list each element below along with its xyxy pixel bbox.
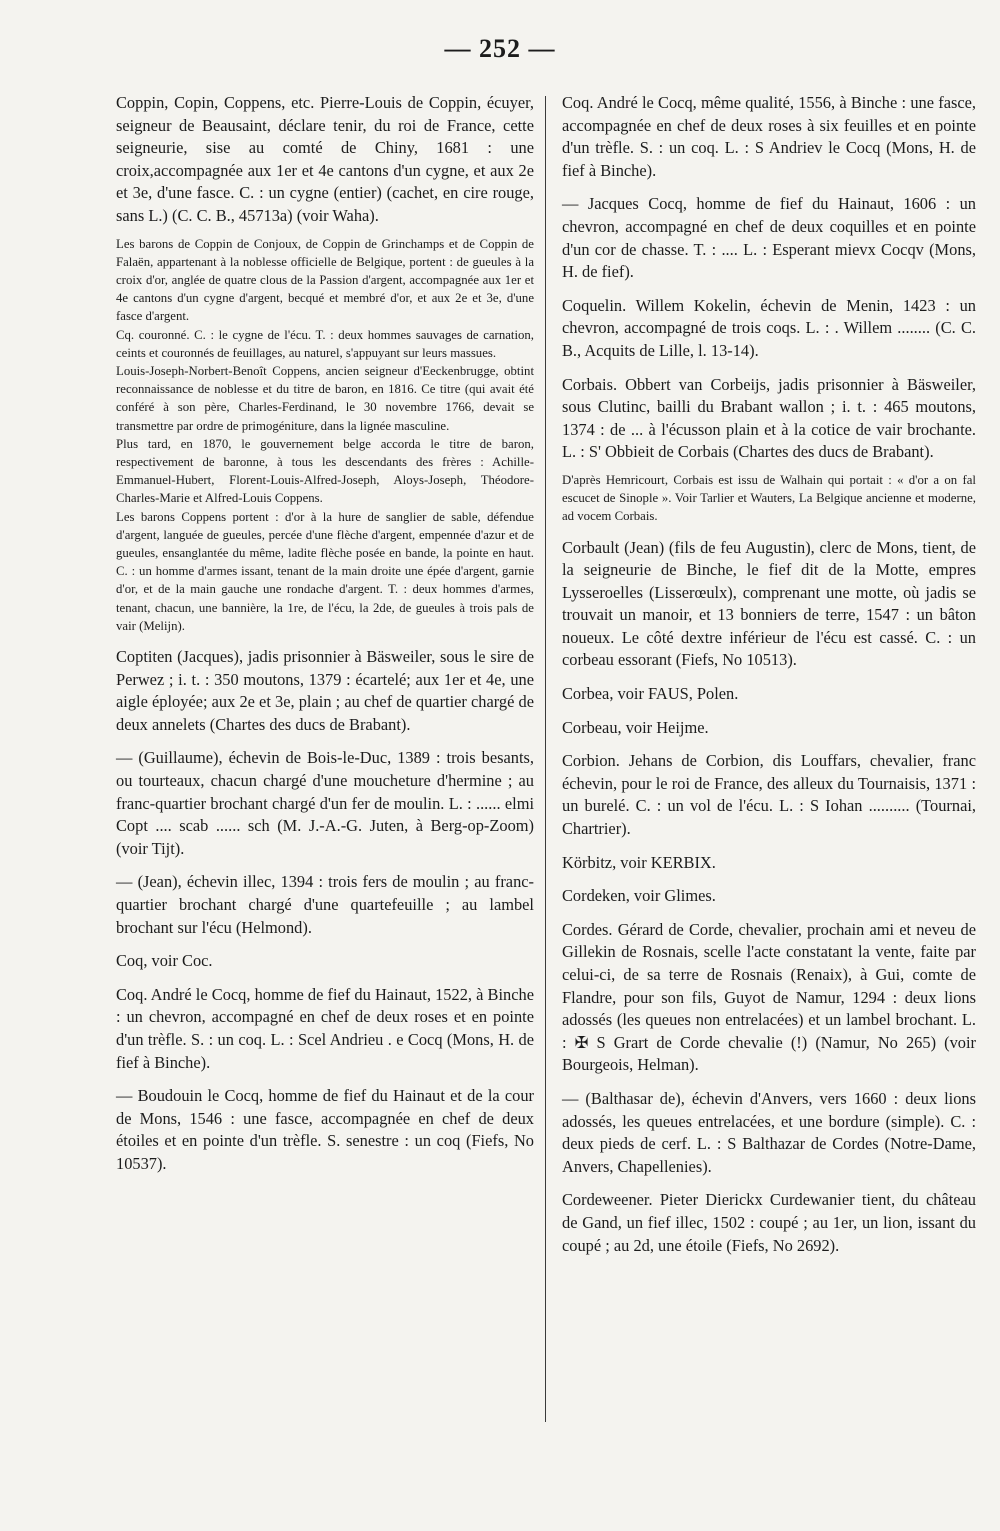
entry-coq-jacques: — Jacques Cocq, homme de fief du Hainaut, 1606 : un chevron, accompagné en chef de deux coquilles et en pointe d'un cor de chasse. T. : .... L. : Esperant mievx Cocqv (Mons, H. de fief). xyxy=(562,194,976,282)
left-column xyxy=(116,92,534,1187)
entry-corbeau: Corbeau, voir Heijme. xyxy=(562,717,709,737)
right-column xyxy=(562,92,976,1268)
page-number: — 252 — xyxy=(444,34,556,63)
entry-cordeweener: Cordeweener. Pieter Dierickx Curdewanier tient, du château de Gand, un fief illec, 1502 : coupé ; au 1er, un lion, issant du coupé ; au 2d, une étoile (Fiefs, No 2692). xyxy=(562,1190,976,1255)
entry-coq-boudouin: — Boudouin le Cocq, homme de fief du Hainaut et de la cour de Mons, 1546 : une fasce, accompagnée en chef de deux étoiles et en pointe d'un trèfle. S. senestre : un coq (Fiefs, No 10537). xyxy=(116,1086,534,1173)
note-coppens-1870: Plus tard, en 1870, le gouvernement belge accorda le titre de baron, respectivement de baronne, à tous les descendants des frères : Achille-Emmanuel-Hubert, Florent-Louis-Alfred-Joseph, Aloys-Joseph, Théodore-Charles-Marie et Alfred-Louis Coppens. xyxy=(116,436,534,506)
entry-corbault: Corbault (Jean) (fils de feu Augustin), clerc de Mons, tient, de la seigneurie de Binche, le fief dit de la Motte, empres Lysseroelles (Lisserœulx), comprenant une motte, où jadis se trouvait un manoir, et 13 bonniers de terre, 1547 : un bâton noueux. Le côté dextre inférieur de l'écu est cassé. C. : un corbeau essorant (Fiefs, No 10513). xyxy=(562,537,976,670)
note-coppin-barons: Les barons de Coppin de Conjoux, de Coppin de Grinchamps et de Coppin de Falaën, appartenant à la noblesse officielle de Belgique, portent : de gueules à la croix d'or, anglée de quatre clous de la Passion d'argent, accompagnée aux 1er et 4e cantons d'un cygne d'argent, becqué et membré d'or, et aux 2e et 3e, d'une fasce d'argent. xyxy=(116,236,534,324)
entry-corbion: Corbion. Jehans de Corbion, dis Louffars, chevalier, franc échevin, pour le roi de France, des alleux du Tournaisis, 1371 : un burelé. C. : un vol de l'écu. L. : S Iohan .......... (Tournai, Chartrier). xyxy=(562,751,976,839)
entry-cordes: Cordes. Gérard de Corde, chevalier, prochain ami et neveu de Gillekin de Rosnais, scelle l'acte constatant la vente, faite par celui-ci, de sa terre de Rosnais (Renaix), à Gui, comte de Flandre, pour son fils, Guyot de Namur, 1294 : deux lions adossés (les queues non entrelacées) et un lambel brochant. L. : ✠ S Grart de Corde chevalie (!) (Namur, No 265) (voir Bourgeois, Helman). xyxy=(562,919,976,1075)
column-divider xyxy=(545,96,546,1422)
entry-coq-andre-1522: Coq. André le Cocq, homme de fief du Hainaut, 1522, à Binche : un chevron, accompagné en chef de deux roses et en pointe d'un trèfle. S. : un coq. L. : Scel Andrieu . e Cocq (Mons, H. de fief à Binche). xyxy=(116,984,534,1072)
entry-coptiten-jean: — (Jean), échevin illec, 1394 : trois fers de moulin ; au franc-quartier brochant chargé d'une quartefeuille ; au lambel brochant sur l'écu (Helmond). xyxy=(116,872,534,937)
note-coppens-louis: Louis-Joseph-Norbert-Benoît Coppens, ancien seigneur d'Eeckenbrugge, obtint reconnaissance de noblesse et du titre de baron, en 1816. Ce titre (qui avait été conféré à son père, Charles-Ferdinand, le 30 novembre 1766, devait se transmettre par ordre de primogéniture, dans la lignée masculine. xyxy=(116,363,534,433)
entry-cordeken: Cordeken, voir Glimes. xyxy=(562,886,716,906)
entry-corbais: Corbais. Obbert van Corbeijs, jadis prisonnier à Bäsweiler, sous Clutinc, bailli du Brabant wallon ; i. t. : 465 moutons, 1374 : de ... à l'écusson plain et à la cotice de vair brochante. L. : S' Obbieit de Corbais (Chartes des ducs de Brabant). xyxy=(562,374,976,462)
entry-corbea: Corbea, voir FAUS, Polen. xyxy=(562,684,739,704)
note-corbais: D'après Hemricourt, Corbais est issu de Walhain qui portait : « d'or a on fal escucet de Sinople ». Voir Tarlier et Wauters, La Belgique ancienne et moderne, ad vocem Corbais. xyxy=(562,472,976,524)
note-coppens-arms: Les barons Coppens portent : d'or à la hure de sanglier de sable, défendue d'argent, languée de gueules, percée d'une flèche d'argent, empennée d'azur et de gueules, ensanglantée du même, ladite flèche posée en bande, la pointe en haut. C. : un homme d'armes issant, tenant de la main droite une épée d'argent, garnie d'or, et de la main gauche une rondache d'argent. T. : deux hommes d'armes, tenant, chacun, une bannière, la 1re, de l'écu, la 2de, de gueules à trois pals de vair (Melijn). xyxy=(116,509,534,633)
entry-coppin: Coppin, Copin, Coppens, etc. Pierre-Louis de Coppin, écuyer, seigneur de Beausaint, déclare tenir, du roi de France, cette seigneurie, sise au comté de Chiny, 1681 : une croix,accompagnée aux 1er et 4e cantons d'un cygne, et aux 2e et 3e, d'une fasce. C. : un cygne (entier) (cachet, en cire rouge, sans L.) (C. C. B., 45713a) (voir Waha). xyxy=(116,93,534,225)
entry-coptiten-guillaume: — (Guillaume), échevin de Bois-le-Duc, 1389 : trois besants, ou tourteaux, chacun chargé d'une moucheture d'hermine ; au franc-quartier brochant chargé d'un fer de moulin. L. : ...... elmi Copt .... scab ...... sch (M. J.-A.-G. Juten, à Berg-op-Zoom) (voir Tijt). xyxy=(116,748,534,858)
entry-cordes-balthasar: — (Balthasar de), échevin d'Anvers, vers 1660 : deux lions adossés, les queues entrelacées, et une bordure (simple). C. : deux pieds de cerf. L. : S Balthazar de Cordes (Notre-Dame, Anvers, Chapellenies). xyxy=(562,1088,976,1176)
entry-coq-andre-1556: Coq. André le Cocq, même qualité, 1556, à Binche : une fasce, accompagnée en chef de deux roses à six feuilles et en pointe d'un trèfle. S. : un coq. L. : S Andriev le Cocq (Mons, H. de fief à Binche). xyxy=(562,93,976,180)
entry-coptiten: Coptiten (Jacques), jadis prisonnier à Bäsweiler, sous le sire de Perwez ; i. t. : 350 moutons, 1379 : écartelé; aux 1er et 4e, une aigle éployée; aux 2e et 3e, plain ; au chef de quartier chargé de deux annelets (Chartes des ducs de Brabant). xyxy=(116,647,534,734)
entry-coq-voir: Coq, voir Coc. xyxy=(116,951,213,971)
entry-coquelin: Coquelin. Willem Kokelin, échevin de Menin, 1423 : un chevron, accompagné de trois coqs. L. : . Willem ........ (C. C. B., Acquits de Lille, l. 13-14). xyxy=(562,295,976,360)
note-coppin-crest: Cq. couronné. C. : le cygne de l'écu. T. : deux hommes sauvages de carnation, ceints et couronnés de feuillages, au naturel, s'appuyant sur leurs massues. xyxy=(116,327,534,360)
entry-korbitz: Körbitz, voir KERBIX. xyxy=(562,852,716,872)
